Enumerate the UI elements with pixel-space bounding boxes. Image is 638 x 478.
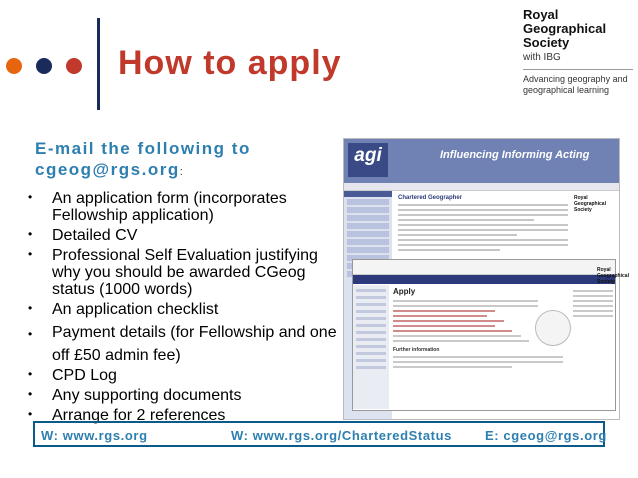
requirements-list	[28, 190, 338, 427]
agi-logo: agi	[348, 143, 388, 177]
email-intro: E-mail the following to	[35, 139, 251, 158]
rgs-further-info-heading: Further information	[393, 347, 440, 353]
email-address[interactable]: cgeog@rgs.org	[35, 160, 180, 179]
decorative-dots	[6, 52, 96, 82]
agi-header	[344, 139, 619, 183]
list-item: • An application checklist	[28, 301, 219, 318]
red-dot	[66, 58, 82, 74]
logo-name-line1: Royal	[523, 7, 559, 22]
footer-web-main[interactable]: W: www.rgs.org	[41, 428, 148, 443]
decorative-circle-image	[535, 310, 571, 346]
email-colon: :	[179, 166, 185, 178]
email-address-line	[35, 159, 251, 183]
list-item: • CPD Log	[28, 367, 117, 384]
list-item: • Arrange for 2 references	[28, 407, 226, 424]
list-item: • Any supporting documents	[28, 387, 242, 404]
orange-dot	[6, 58, 22, 74]
rgs-apply-mini-logo: Royal Geographical Society	[597, 267, 629, 285]
title-divider	[97, 18, 100, 110]
contact-footer	[33, 421, 605, 447]
rgs-apply-heading: Apply	[393, 287, 416, 296]
list-item: • Professional Self Evaluation justifying why you should be awarded CGeog status (1000 words)	[28, 247, 318, 298]
footer-web-chartered[interactable]: W: www.rgs.org/CharteredStatus	[231, 428, 452, 443]
list-item: • Detailed CV	[28, 227, 138, 244]
agi-content-heading: Chartered Geographer	[398, 195, 463, 201]
rgs-right-column	[573, 287, 613, 320]
list-item: • An application form (incorporates Fellowship application)	[28, 190, 287, 224]
slide-title: How to apply	[118, 44, 342, 82]
rgs-apply-screenshot	[352, 259, 616, 411]
agi-content	[398, 195, 568, 254]
navy-dot	[36, 58, 52, 74]
rgs-navbar	[353, 275, 615, 284]
rgs-logo	[523, 8, 633, 96]
rgs-sidebar	[353, 285, 389, 409]
agi-tagline: Influencing Informing Acting	[440, 149, 590, 161]
logo-tagline: Advancing geography and geographical learning	[523, 69, 633, 96]
footer-email[interactable]: E: cgeog@rgs.org	[485, 428, 607, 443]
logo-name-line2: Geographical	[523, 21, 607, 36]
agi-navbar	[344, 183, 619, 191]
logo-with: with IBG	[523, 52, 561, 63]
email-instruction	[35, 138, 251, 183]
agi-rgs-mini-logo: Royal Geographical Society	[574, 195, 606, 213]
list-item: • Payment details (for Fellowship and one off £50 admin fee)	[28, 324, 337, 364]
logo-name-line3: Society	[523, 35, 570, 50]
